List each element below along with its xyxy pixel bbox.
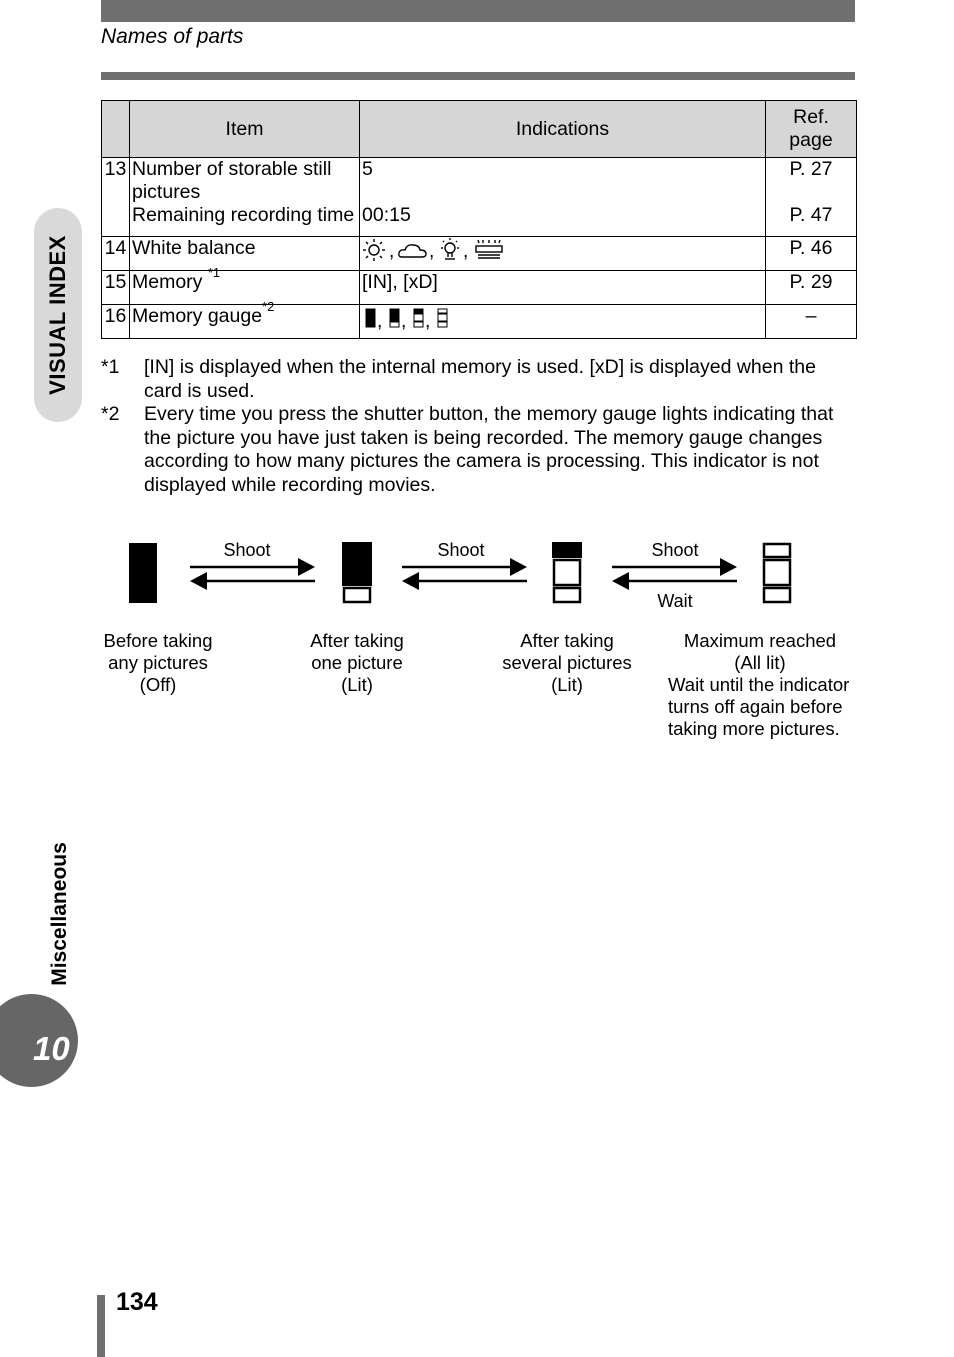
state-caption-one: After taking one picture (Lit) xyxy=(310,630,404,695)
header-indications: Indications xyxy=(360,101,766,158)
shoot-label: Shoot xyxy=(223,540,271,560)
svg-text:,: , xyxy=(429,241,435,262)
arrow-pair-3 xyxy=(612,558,737,590)
fluorescent-icon xyxy=(476,240,502,258)
state-caption-off: Before taking any pictures (Off) xyxy=(103,630,213,695)
running-header: Names of parts xyxy=(101,25,244,48)
row-number: 13 xyxy=(102,158,130,237)
chapter-label: Miscellaneous xyxy=(48,842,71,986)
page-number-bar xyxy=(97,1295,105,1357)
page-number: 134 xyxy=(116,1288,158,1316)
row-number: 15 xyxy=(102,271,130,305)
footnote-1: *1 [IN] is displayed when the internal memory is used. [xD] is displayed when the card is used. xyxy=(101,356,816,402)
shoot-label: Shoot xyxy=(437,540,485,560)
header-ref: Ref. page xyxy=(766,101,857,158)
sun-icon xyxy=(363,239,385,261)
state-caption-several: After taking several pictures (Lit) xyxy=(502,630,632,695)
state-caption-full: Maximum reached (All lit) Wait until the indicator turns off again before taking more pictures. xyxy=(668,630,850,739)
header-num xyxy=(102,101,130,158)
table-row xyxy=(102,158,857,237)
row-ref: P. 27 P. 47 xyxy=(766,158,857,237)
header-item: Item xyxy=(130,101,360,158)
gauge-off-icon xyxy=(129,543,157,603)
gauge-several-icon xyxy=(553,543,581,602)
header-rule xyxy=(101,72,855,80)
gauge-one-icon xyxy=(343,543,371,602)
svg-text:,: , xyxy=(389,241,395,262)
table-header-row xyxy=(102,101,857,158)
row-indication xyxy=(360,237,766,271)
shoot-label: Shoot xyxy=(651,540,699,560)
gauge-full-icon xyxy=(438,309,447,327)
wait-label: Wait xyxy=(657,591,693,611)
footnote-2: *2 Every time you press the shutter button, the memory gauge lights indicating that the picture you have just taken is being recorded. The memory gauge changes according to how many pictures the camera is processing. This indicator is not displayed while recording movies. xyxy=(101,403,834,496)
arrow-pair-1 xyxy=(190,558,315,590)
gauge-full-icon xyxy=(764,544,790,602)
svg-text:,: , xyxy=(377,311,383,331)
row-item: Number of storable still pictures Remaining recording time xyxy=(130,158,360,237)
row-item: Memory gauge$^{*2}$ xyxy=(130,305,360,339)
row-ref: – xyxy=(766,305,857,339)
row-indication: [IN], [xD] xyxy=(360,271,766,305)
row-item: Memory $^{*1}$ xyxy=(130,271,360,305)
row-indication: 5 00:15 xyxy=(360,158,766,237)
svg-text:,: , xyxy=(463,241,469,262)
row-indication xyxy=(360,305,766,339)
bulb-icon xyxy=(441,238,459,259)
row-item: White balance xyxy=(130,237,360,271)
parts-table xyxy=(101,100,857,339)
gauge-off-icon xyxy=(366,309,375,327)
row-ref: P. 46 xyxy=(766,237,857,271)
svg-text:,: , xyxy=(401,311,407,331)
header-bar xyxy=(101,0,855,22)
table-row xyxy=(102,271,857,305)
gauge-one-icon xyxy=(390,309,399,327)
svg-text:,: , xyxy=(425,311,431,331)
gauge-several-icon xyxy=(414,309,423,327)
cloud-icon xyxy=(399,245,426,257)
row-number: 14 xyxy=(102,237,130,271)
footnote-mark: *2 xyxy=(262,299,275,314)
row-ref: P. 29 xyxy=(766,271,857,305)
table-row xyxy=(102,305,857,339)
footnote-mark: *1 xyxy=(207,265,221,280)
row-number: 16 xyxy=(102,305,130,339)
arrow-pair-2 xyxy=(402,558,527,590)
visual-index-label: VISUAL INDEX xyxy=(45,235,70,395)
chapter-number: 10 xyxy=(33,1030,70,1067)
